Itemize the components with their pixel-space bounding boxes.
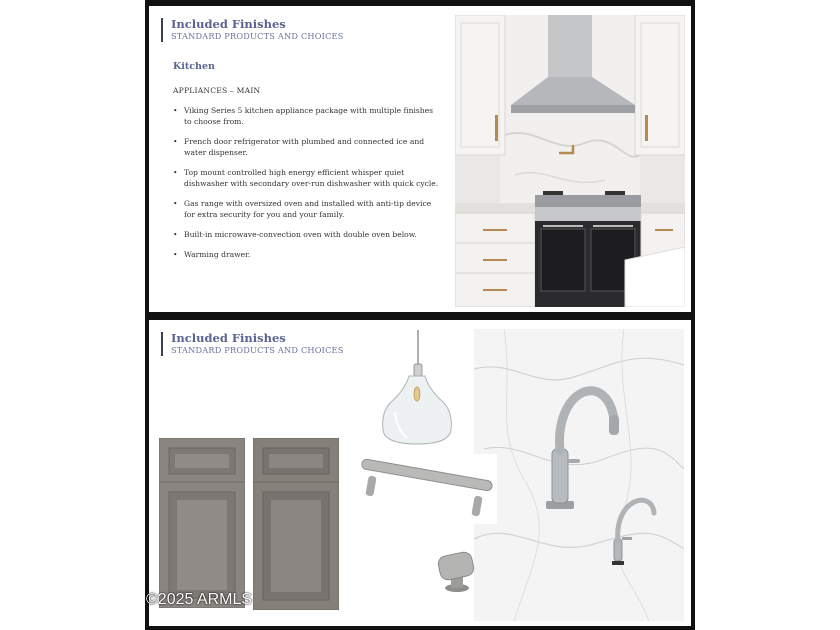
cabinet-pull-image xyxy=(355,454,497,524)
list-item: • Built-in microwave-convection oven with double oven below. xyxy=(173,229,441,240)
kitchen-photo xyxy=(455,15,685,307)
slide-kitchen-appliances xyxy=(149,6,691,312)
list-item: • French door refrigerator with plumbed and connected ice and water dispenser. xyxy=(173,136,441,158)
slide-subtitle: STANDARD PRODUCTS AND CHOICES xyxy=(171,31,344,41)
subsection-heading: APPLIANCES – MAIN xyxy=(173,86,261,95)
copyright-watermark: ©2025 ARMLS xyxy=(146,591,253,608)
list-item: • Gas range with oversized oven and installed with anti-tip device for extra security for you and your family. xyxy=(173,198,441,220)
cabinet-door-sample-right xyxy=(253,438,339,610)
section-heading: Kitchen xyxy=(173,61,215,72)
slide-header xyxy=(161,18,344,42)
list-item: • Viking Series 5 kitchen appliance package with multiple finishes to choose from. xyxy=(173,105,441,127)
slide-title: Included Finishes xyxy=(171,17,286,31)
slide-title: Included Finishes xyxy=(171,331,286,345)
cabinet-knob-image xyxy=(431,550,481,598)
slide-header xyxy=(161,332,344,356)
cabinet-door-sample-left xyxy=(159,438,245,608)
pendant-light-image xyxy=(377,330,455,446)
feature-list xyxy=(173,105,441,269)
slide-finishes-samples xyxy=(149,320,691,626)
slide-subtitle: STANDARD PRODUCTS AND CHOICES xyxy=(171,345,344,355)
list-item: • Warming drawer. xyxy=(173,249,441,260)
quartz-countertop-sample xyxy=(474,329,684,621)
list-item: • Top mount controlled high energy efficient whisper quiet dishwasher with secondary over-run dishwasher with quick cycle. xyxy=(173,167,441,189)
